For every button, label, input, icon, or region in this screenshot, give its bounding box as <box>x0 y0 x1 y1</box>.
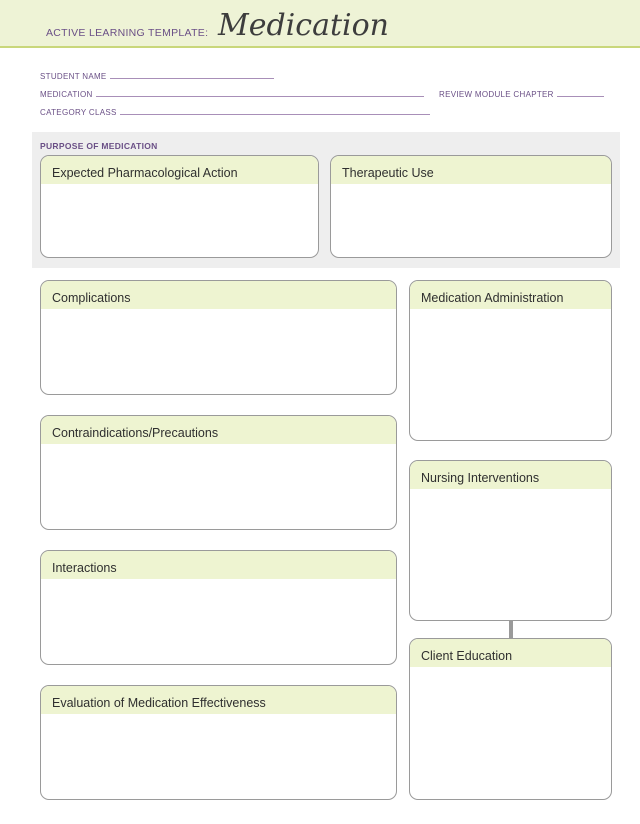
review-module-label: REVIEW MODULE CHAPTER <box>439 90 554 99</box>
header-divider <box>0 46 640 48</box>
page-title: Medication <box>218 8 389 43</box>
student-name-line[interactable] <box>110 72 274 79</box>
therapeutic-use-box[interactable] <box>330 155 612 258</box>
nursing-interventions-heading: Nursing Interventions <box>410 461 611 489</box>
purpose-label: PURPOSE OF MEDICATION <box>40 141 158 151</box>
student-name-field[interactable] <box>40 72 274 81</box>
complications-heading: Complications <box>41 281 396 309</box>
interactions-heading: Interactions <box>41 551 396 579</box>
medication-field[interactable] <box>40 90 424 99</box>
category-class-label: CATEGORY CLASS <box>40 108 117 117</box>
expected-action-heading: Expected Pharmacological Action <box>41 156 318 184</box>
category-class-line[interactable] <box>120 108 430 115</box>
interactions-box[interactable] <box>40 550 397 665</box>
connector-line <box>509 621 513 638</box>
complications-box[interactable] <box>40 280 397 395</box>
medication-administration-heading: Medication Administration <box>410 281 611 309</box>
evaluation-box[interactable] <box>40 685 397 800</box>
template-prefix: ACTIVE LEARNING TEMPLATE: <box>46 27 209 39</box>
expected-action-box[interactable] <box>40 155 319 258</box>
student-name-label: STUDENT NAME <box>40 72 107 81</box>
nursing-interventions-box[interactable] <box>409 460 612 621</box>
category-class-field[interactable] <box>40 108 430 117</box>
review-module-line[interactable] <box>557 90 604 97</box>
contraindications-heading: Contraindications/Precautions <box>41 416 396 444</box>
review-module-field[interactable] <box>439 90 604 99</box>
medication-line[interactable] <box>96 90 424 97</box>
medication-label: MEDICATION <box>40 90 93 99</box>
medication-administration-box[interactable] <box>409 280 612 441</box>
therapeutic-use-heading: Therapeutic Use <box>331 156 611 184</box>
client-education-heading: Client Education <box>410 639 611 667</box>
evaluation-heading: Evaluation of Medication Effectiveness <box>41 686 396 714</box>
contraindications-box[interactable] <box>40 415 397 530</box>
client-education-box[interactable] <box>409 638 612 800</box>
